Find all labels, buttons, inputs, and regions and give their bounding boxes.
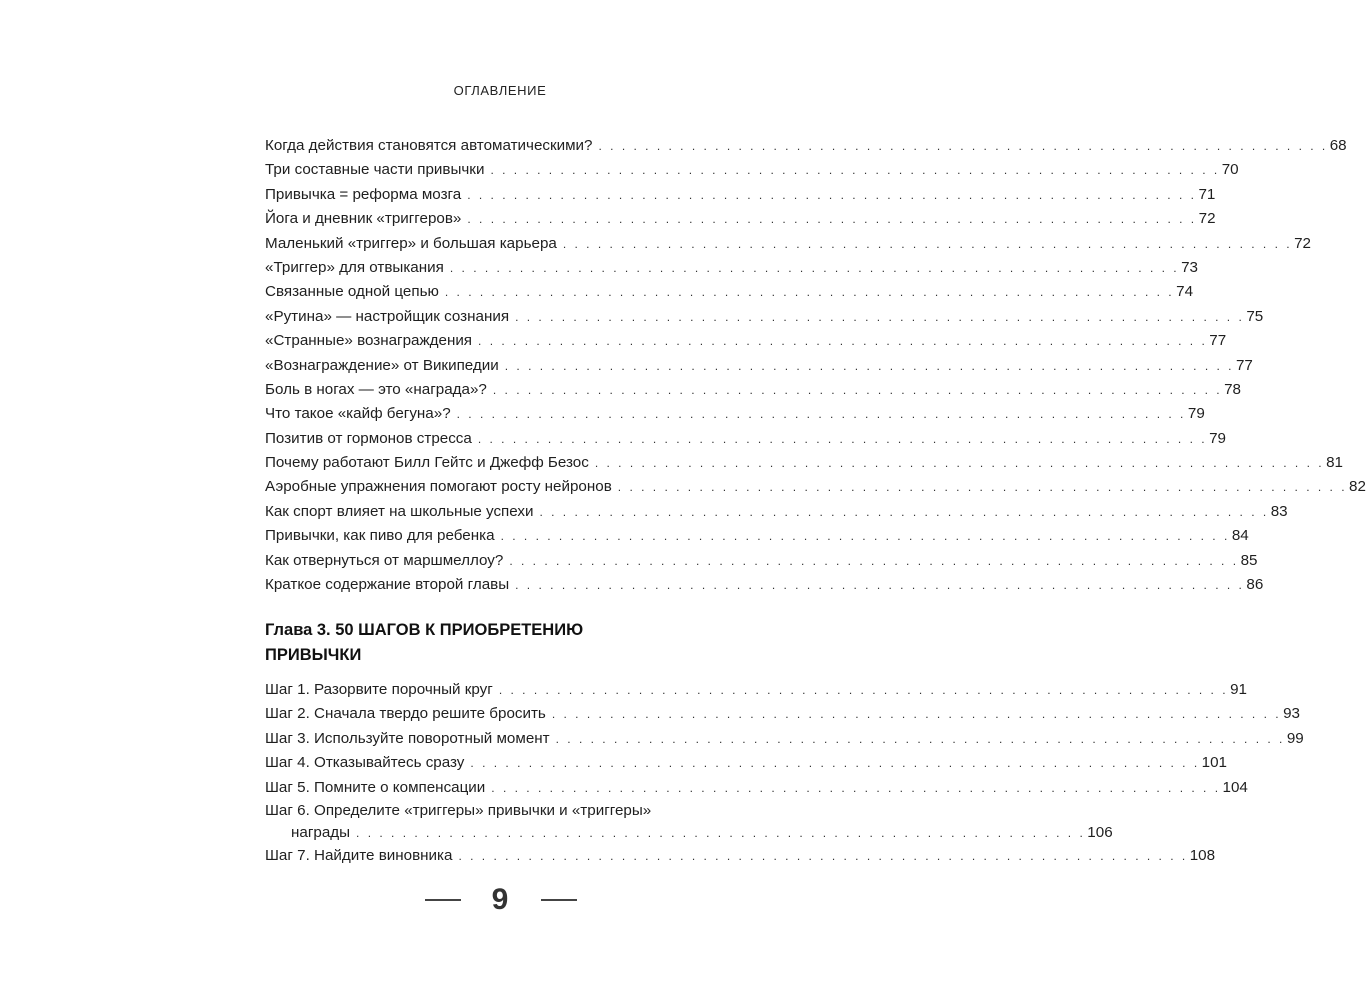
toc-entry xyxy=(265,549,1258,573)
toc-entry xyxy=(265,427,1226,451)
toc-entry xyxy=(265,207,1216,231)
toc-entry-page: 70 xyxy=(1221,161,1239,179)
toc-entry-title: Позитив от гормонов стресса xyxy=(265,429,472,447)
dot-leader: . . . . . . . . . . . . . . . . . . . . . . . . . . . . . . . . . . . . . . . . . . . . . . . . . . . . . . . . . . . . . . . xyxy=(617,480,1348,495)
toc-entry xyxy=(265,378,1242,402)
toc-entry xyxy=(265,305,1264,329)
toc-entry-page: 86 xyxy=(1246,576,1264,594)
page-footer xyxy=(0,878,1000,922)
toc-entry-title: Шаг 3. Используйте поворотный момент xyxy=(265,729,550,747)
dot-leader: . . . . . . . . . . . . . . . . . . . . . . . . . . . . . . . . . . . . . . . . . . . . . . . . . . . . . . . . . . . . . . . xyxy=(598,139,1328,153)
toc-entry-title: Аэробные упражнения помогают росту нейронов xyxy=(265,478,612,496)
dot-leader: . . . . . . . . . . . . . . . . . . . . . . . . . . . . . . . . . . . . . . . . . . . . . . . . . . . . . . . . . . . . . . . xyxy=(492,382,1223,397)
toc-entry xyxy=(265,451,1343,475)
toc-entry xyxy=(265,280,1194,304)
toc-entry-title: Шаг 1. Разорвите порочный круг xyxy=(265,681,493,698)
chapter-heading-line2: ПРИВЫЧКИ xyxy=(265,646,362,664)
dot-leader: . . . . . . . . . . . . . . . . . . . . . . . . . . . . . . . . . . . . . . . . . . . . . . . . . . . . . . . . . . . . . . . xyxy=(498,683,1229,697)
toc-chapter-list xyxy=(265,678,1304,868)
toc-entry-page: 99 xyxy=(1286,729,1304,747)
toc-entry-page: 72 xyxy=(1198,210,1216,228)
toc-entry-page: 93 xyxy=(1283,705,1300,723)
toc-entry-page: 77 xyxy=(1235,356,1253,374)
dot-leader: . . . . . . . . . . . . . . . . . . . . . . . . . . . . . . . . . . . . . . . . . . . . . . . . . . . . . . . . . . . . . . . xyxy=(477,431,1208,446)
toc-entry-title: Боль в ногах — это «награда»? xyxy=(265,380,487,398)
toc-entry-page: 83 xyxy=(1270,502,1288,520)
toc-entry-title: «Вознаграждение» от Википедии xyxy=(265,356,499,374)
toc-entry-title: «Рутина» — настройщик сознания xyxy=(265,307,510,325)
toc-entry-title: Йога и дневник «триггеров» xyxy=(265,210,462,228)
toc-entry-title: Шаг 2. Сначала твердо решите бросить xyxy=(265,705,546,723)
dot-leader: . . . . . . . . . . . . . . . . . . . . . . . . . . . . . . . . . . . . . . . . . . . . . . . . . . . . . . . . . . . . . . . xyxy=(467,212,1197,227)
toc-entry xyxy=(265,776,1248,800)
dot-leader: . . . . . . . . . . . . . . . . . . . . . . . . . . . . . . . . . . . . . . . . . . . . . . . . . . . . . . . . . . . . . . . xyxy=(467,187,1197,202)
toc-entry-title: Когда действия становятся автоматическими? xyxy=(265,137,593,154)
toc-entry-page: 71 xyxy=(1198,185,1216,203)
toc-entry xyxy=(265,524,1249,548)
toc-entry-page: 101 xyxy=(1201,754,1227,772)
toc-entry-title: Как отвернуться от маршмеллоу? xyxy=(265,551,504,569)
toc-entry-page: 106 xyxy=(1087,823,1113,841)
dot-leader: . . . . . . . . . . . . . . . . . . . . . . . . . . . . . . . . . . . . . . . . . . . . . . . . . . . . . . . . . . . . . . . xyxy=(562,236,1293,251)
dot-leader: . . . . . . . . . . . . . . . . . . . . . . . . . . . . . . . . . . . . . . . . . . . . . . . . . . . . . . . . . . . . . . . xyxy=(515,578,1245,593)
dot-leader: . . . . . . . . . . . . . . . . . . . . . . . . . . . . . . . . . . . . . . . . . . . . . . . . . . . . . . . . . . . . . . . xyxy=(555,731,1285,746)
toc-entry-page: 81 xyxy=(1326,454,1343,472)
toc-entry-title: Шаг 6. Определите «триггеры» привычки и «триггеры» xyxy=(265,801,652,819)
dot-leader: . . . . . . . . . . . . . . . . . . . . . . . . . . . . . . . . . . . . . . . . . . . . . . . . . . . . . . . . . . . . . . . xyxy=(500,529,1230,544)
toc-entry xyxy=(265,134,1347,158)
toc-entry-title: Почему работают Билл Гейтс и Джефф Безос xyxy=(265,454,589,472)
dot-leader: . . . . . . . . . . . . . . . . . . . . . . . . . . . . . . . . . . . . . . . . . . . . . . . . . . . . . . . . . . . . . . . xyxy=(470,756,1200,771)
toc-entry-title: Краткое содержание второй главы xyxy=(265,576,510,594)
toc-entry-title: Что такое «кайф бегуна»? xyxy=(265,405,451,423)
dot-leader: . . . . . . . . . . . . . . . . . . . . . . . . . . . . . . . . . . . . . . . . . . . . . . . . . . . . . . . . . . . . . . . xyxy=(491,780,1221,795)
toc-entry-title: Шаг 7. Найдите виновника xyxy=(265,846,453,864)
toc-entry xyxy=(265,158,1239,182)
footer-rule-left xyxy=(425,899,461,901)
toc-entry xyxy=(265,727,1304,751)
toc-entry xyxy=(265,354,1253,378)
toc-entry xyxy=(265,475,1366,499)
dot-leader: . . . . . . . . . . . . . . . . . . . . . . . . . . . . . . . . . . . . . . . . . . . . . . . . . . . . . . . . . . . . . . . xyxy=(509,553,1239,568)
dot-leader: . . . . . . . . . . . . . . . . . . . . . . . . . . . . . . . . . . . . . . . . . . . . . . . . . . . . . . . . . . . . . . . xyxy=(539,504,1269,519)
page-number: 9 xyxy=(491,883,509,916)
toc-entry-page: 104 xyxy=(1222,778,1248,796)
toc-entry-page: 78 xyxy=(1224,380,1242,398)
toc-entry-page: 82 xyxy=(1349,478,1366,496)
toc-entry-title: Как спорт влияет на школьные успехи xyxy=(265,502,534,520)
toc-section-list xyxy=(265,134,1366,597)
toc-entry-page: 79 xyxy=(1209,429,1226,447)
toc-entry xyxy=(265,256,1199,280)
dot-leader: . . . . . . . . . . . . . . . . . . . . . . . . . . . . . . . . . . . . . . . . . . . . . . . . . . . . . . . . . . . . . . . xyxy=(478,334,1208,349)
dot-leader: . . . . . . . . . . . . . . . . . . . . . . . . . . . . . . . . . . . . . . . . . . . . . . . . . . . . . . . . . . . . . . . xyxy=(504,358,1234,373)
dot-leader: . . . . . . . . . . . . . . . . . . . . . . . . . . . . . . . . . . . . . . . . . . . . . . . . . . . . . . . . . . . . . . . xyxy=(490,163,1220,178)
toc-entry-title: Привычки, как пиво для ребенка xyxy=(265,527,495,545)
dot-leader: . . . . . . . . . . . . . . . . . . . . . . . . . . . . . . . . . . . . . . . . . . . . . . . . . . . . . . . . . . . . . . . xyxy=(594,456,1325,471)
toc-entry xyxy=(265,500,1288,524)
toc-entry xyxy=(265,573,1264,597)
toc-entry-page: 85 xyxy=(1240,551,1258,569)
toc-entry-title: Привычка = реформа мозга xyxy=(265,185,462,203)
dot-leader: . . . . . . . . . . . . . . . . . . . . . . . . . . . . . . . . . . . . . . . . . . . . . . . . . . . . . . . . . . . . . . . xyxy=(444,285,1175,300)
chapter-heading-line1: Глава 3. 50 ШАГОВ К ПРИОБРЕТЕНИЮ xyxy=(265,621,584,639)
toc-entry-page: 84 xyxy=(1231,527,1249,545)
toc-entry-title-continuation: награды xyxy=(291,823,351,841)
toc-entry-page: 79 xyxy=(1187,405,1205,423)
toc-entry-title: Шаг 4. Отказывайтесь сразу xyxy=(265,754,465,772)
toc-entry xyxy=(265,678,1247,702)
toc-entry-page: 72 xyxy=(1294,234,1311,252)
dot-leader: . . . . . . . . . . . . . . . . . . . . . . . . . . . . . . . . . . . . . . . . . . . . . . . . . . . . . . . . . . . . . . . xyxy=(456,407,1186,422)
toc-entry-page: 74 xyxy=(1176,283,1194,301)
toc-entry xyxy=(265,402,1205,426)
running-head: ОГЛАВЛЕНИЕ xyxy=(453,83,547,98)
toc-entry-title: «Триггер» для отвыкания xyxy=(265,258,444,276)
toc-entry-page: 108 xyxy=(1189,846,1216,864)
toc-entry xyxy=(265,183,1216,207)
dot-leader: . . . . . . . . . . . . . . . . . . . . . . . . . . . . . . . . . . . . . . . . . . . . . . . . . . . . . . . . . . . . . . . xyxy=(356,825,1086,840)
dot-leader: . . . . . . . . . . . . . . . . . . . . . . . . . . . . . . . . . . . . . . . . . . . . . . . . . . . . . . . . . . . . . . . xyxy=(551,707,1282,722)
toc-entry-title: «Странные» вознаграждения xyxy=(265,332,473,350)
toc-entry xyxy=(265,844,1216,868)
footer-rule-right xyxy=(541,899,577,901)
toc-entry xyxy=(265,751,1227,775)
toc-entry xyxy=(265,702,1300,726)
dot-leader: . . . . . . . . . . . . . . . . . . . . . . . . . . . . . . . . . . . . . . . . . . . . . . . . . . . . . . . . . . . . . . . xyxy=(458,848,1188,863)
toc-entry-title: Маленький «триггер» и большая карьера xyxy=(265,234,557,252)
toc-entry-page: 73 xyxy=(1181,258,1199,276)
chapter-heading xyxy=(265,618,737,668)
toc-entry-page: 91 xyxy=(1230,681,1247,698)
toc-entry-page: 77 xyxy=(1209,332,1227,350)
toc-entry-title: Три составные части привычки xyxy=(265,161,485,179)
toc-entry xyxy=(265,232,1311,256)
toc-entry-multiline xyxy=(265,800,1113,844)
toc-entry-page: 75 xyxy=(1246,307,1264,325)
dot-leader: . . . . . . . . . . . . . . . . . . . . . . . . . . . . . . . . . . . . . . . . . . . . . . . . . . . . . . . . . . . . . . . xyxy=(515,309,1245,324)
toc-entry-title: Связанные одной цепью xyxy=(265,283,439,301)
dot-leader: . . . . . . . . . . . . . . . . . . . . . . . . . . . . . . . . . . . . . . . . . . . . . . . . . . . . . . . . . . . . . . . xyxy=(449,260,1180,275)
toc-entry-page: 68 xyxy=(1329,137,1347,154)
toc-entry xyxy=(265,329,1227,353)
toc-entry-title: Шаг 5. Помните о компенсации xyxy=(265,778,486,796)
